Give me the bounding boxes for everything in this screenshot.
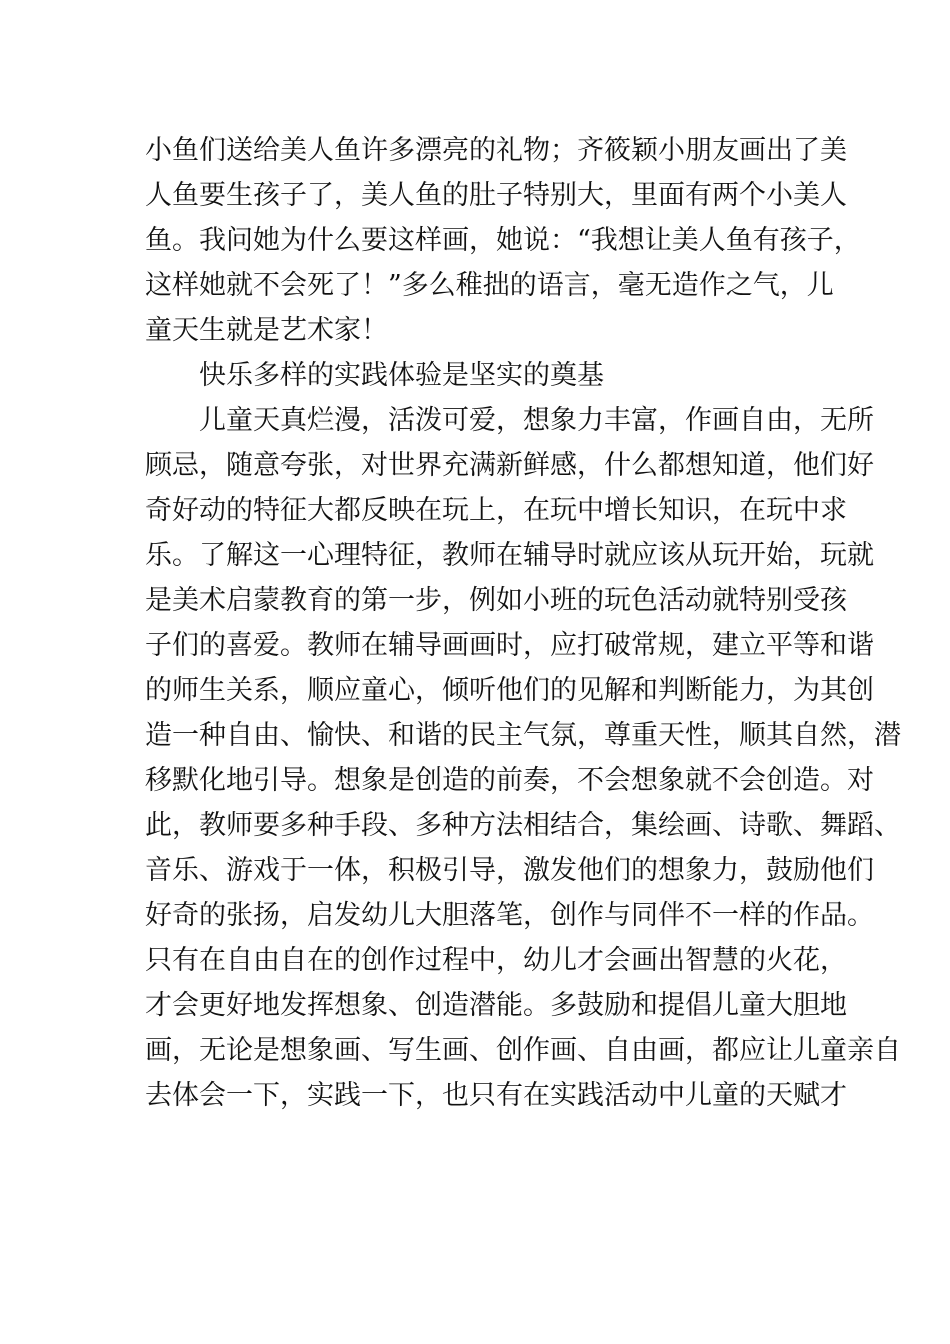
text-line: 只有在自由自在的创作过程中，幼儿才会画出智慧的火花， bbox=[145, 945, 847, 976]
text-line: 这样她就不会死了！”多么稚拙的语言，毫无造作之气，儿 bbox=[145, 270, 834, 301]
text-line: 移默化地引导。想象是创造的前奏，不会想象就不会创造。对 bbox=[145, 765, 874, 796]
text-line: 奇好动的特征大都反映在玩上，在玩中增长知识，在玩中求 bbox=[145, 495, 847, 526]
text-line: 画，无论是想象画、写生画、创作画、自由画，都应让儿童亲自 bbox=[145, 1035, 901, 1066]
text-line: 人鱼要生孩子了，美人鱼的肚子特别大，里面有两个小美人 bbox=[145, 180, 847, 211]
text-line: 儿童天真烂漫，活泼可爱，想象力丰富，作画自由，无所 bbox=[199, 405, 874, 436]
paragraph-practice bbox=[145, 398, 901, 1118]
text-line: 好奇的张扬，启发幼儿大胆落笔，创作与同伴不一样的作品。 bbox=[145, 900, 874, 931]
text-line: 童天生就是艺术家！ bbox=[145, 315, 388, 346]
text-line: 去体会一下，实践一下，也只有在实践活动中儿童的天赋才 bbox=[145, 1080, 847, 1111]
text-line: 的师生关系，顺应童心，倾听他们的见解和判断能力，为其创 bbox=[145, 675, 874, 706]
text-line: 造一种自由、愉快、和谐的民主气氛，尊重天性，顺其自然，潜 bbox=[145, 720, 901, 751]
document-body bbox=[145, 128, 901, 1118]
text-line: 音乐、游戏于一体，积极引导，激发他们的想象力，鼓励他们 bbox=[145, 855, 874, 886]
text-line: 此，教师要多种手段、多种方法相结合，集绘画、诗歌、舞蹈、 bbox=[145, 810, 901, 841]
text-line: 鱼。我问她为什么要这样画，她说：“我想让美人鱼有孩子， bbox=[145, 225, 861, 256]
text-line: 小鱼们送给美人鱼许多漂亮的礼物；齐筱颖小朋友画出了美 bbox=[145, 135, 847, 166]
text-line: 是美术启蒙教育的第一步，例如小班的玩色活动就特别受孩 bbox=[145, 585, 847, 616]
text-line: 乐。了解这一心理特征，教师在辅导时就应该从玩开始，玩就 bbox=[145, 540, 874, 571]
text-line: 顾忌，随意夸张，对世界充满新鲜感，什么都想知道，他们好 bbox=[145, 450, 874, 481]
text-line: 子们的喜爱。教师在辅导画画时，应打破常规，建立平等和谐 bbox=[145, 630, 874, 661]
paragraph-mermaid-story bbox=[145, 128, 861, 353]
text-line: 才会更好地发挥想象、创造潜能。多鼓励和提倡儿童大胆地 bbox=[145, 990, 847, 1021]
section-heading: 快乐多样的实践体验是坚实的奠基 bbox=[199, 360, 604, 391]
